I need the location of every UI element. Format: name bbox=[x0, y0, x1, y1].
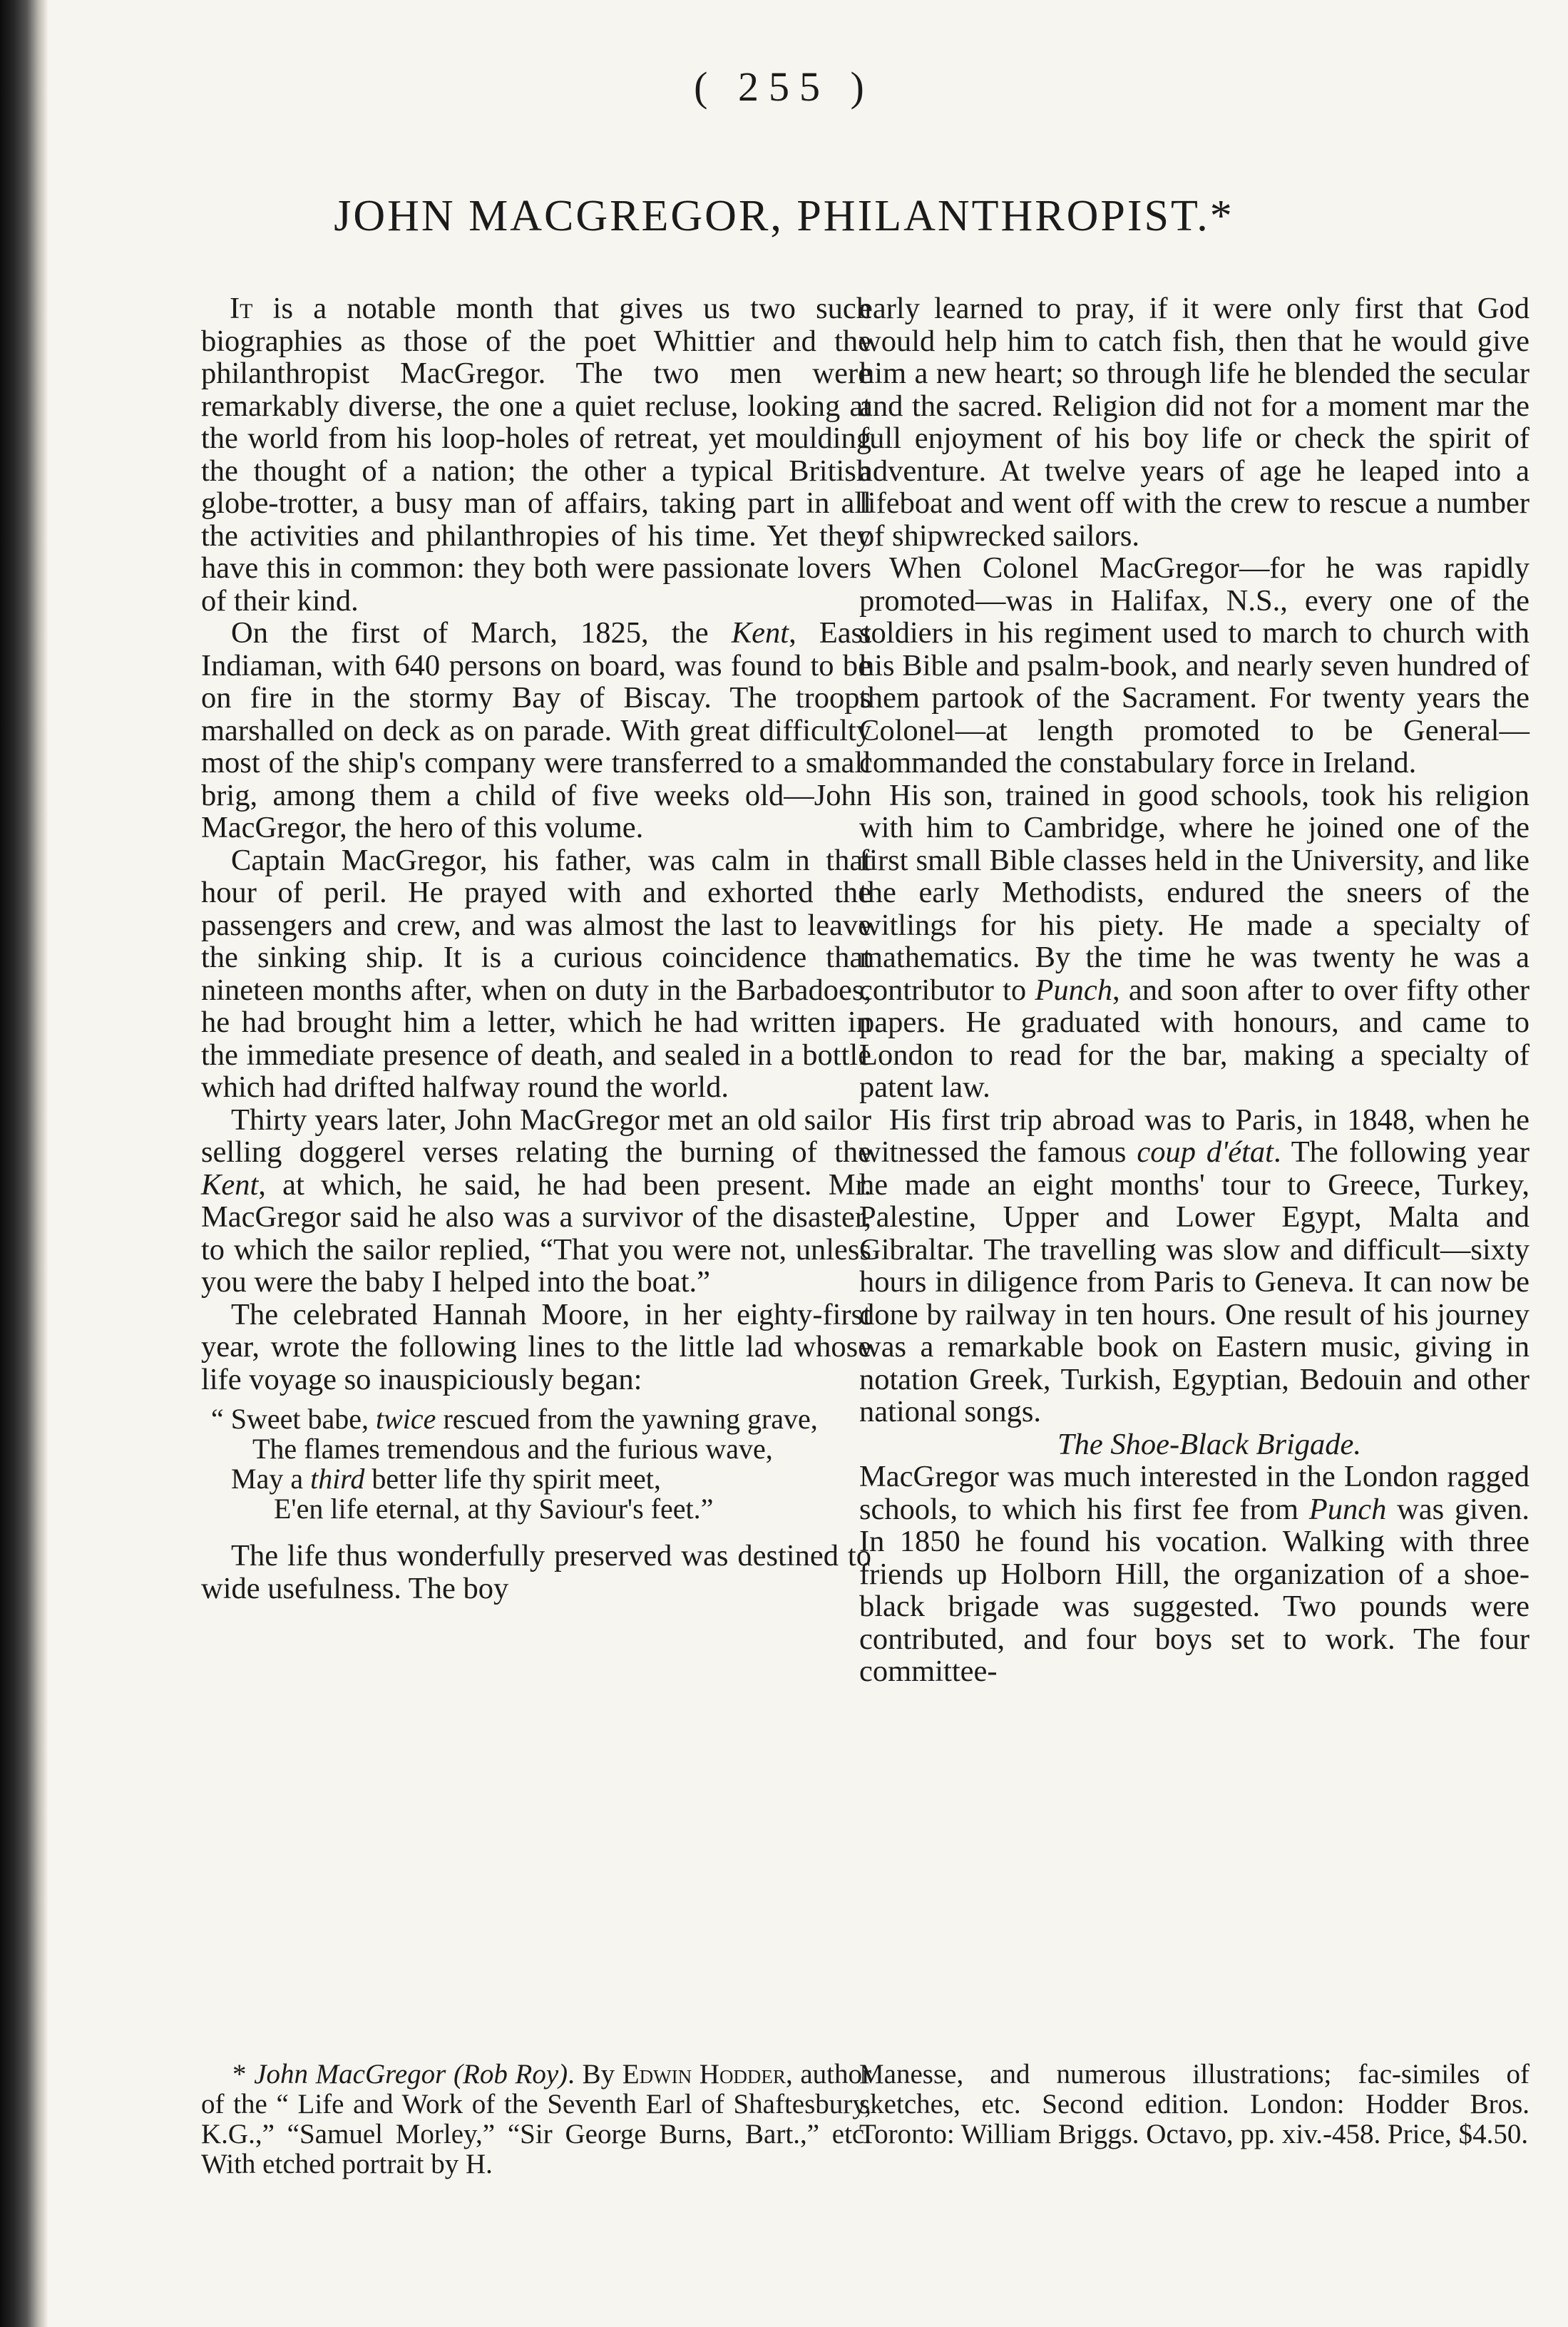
paragraph-kent-fire bbox=[201, 617, 871, 844]
foreign-phrase: coup d'état bbox=[1137, 1135, 1274, 1169]
footnote-text: Manesse, and numerous illustrations; fac-similes of sketches, etc. Second edition. London: Hodder Bros. Toronto: William Briggs. Octavo, pp. xiv.-458. Price, $4.50. bbox=[859, 2059, 1529, 2149]
poem-text: better life thy spirit meet, bbox=[364, 1463, 661, 1495]
page-number: ( 255 ) bbox=[694, 63, 874, 110]
paragraph-text: On the first of March, 1825, the bbox=[231, 616, 732, 650]
poem-line bbox=[201, 1404, 871, 1434]
poem-text: “ Sweet babe, bbox=[211, 1403, 376, 1435]
poem-text: rescued from the yawning grave, bbox=[436, 1403, 818, 1435]
drop-cap: It bbox=[230, 292, 253, 325]
poem-line bbox=[201, 1464, 871, 1494]
paragraph-hannah-moore: The celebrated Hannah Moore, in her eighty-first year, wrote the following lines to the little lad whose life voyage so inauspiciously began: bbox=[201, 1297, 871, 1396]
paragraph-text: His first trip abroad was to Paris, in 1848, when he witnessed the famous bbox=[859, 1103, 1529, 1169]
paragraph-text: , and soon after to over fifty other papers. He graduated with honours, and came to London to read for the bar, making a specialty of patent law. bbox=[859, 973, 1529, 1104]
paragraph-captain: Captain MacGregor, his father, was calm in that hour of peril. He prayed with and exhorted the passengers and crew, and was almost the last to leave the sinking ship. It is a curious coincidence that nineteen months after, when on duty in the Barbadoes, he had brought him a letter, which he had written in the immediate presence of death, and sealed in a bottle which had drifted halfway round the world. bbox=[201, 843, 871, 1104]
poem-emphasis: third bbox=[310, 1463, 365, 1495]
footnote-mark: * bbox=[232, 2059, 255, 2090]
book-title: John MacGregor (Rob Roy) bbox=[254, 2059, 568, 2090]
paragraph-shoe-black bbox=[859, 1461, 1529, 1688]
footnote-text-part: , author of the “ Life and Work of the Seventh Earl of Shaftesbury, K.G.,” “Samuel Morley,” “Sir George Burns, Bart.,” etc. With etched portrait by H. bbox=[201, 2059, 872, 2179]
footnote-right bbox=[859, 2060, 1529, 2149]
paragraph-text: , East Indiaman, with 640 persons on board, was found to be on fire in the stormy Bay of Biscay. The troops marshalled on deck as on parade. With great difficulty most of the ship's company were transferred to a small brig, among them a child of five weeks old—John MacGregor, the hero of this volume. bbox=[201, 616, 871, 844]
poem-text: May a bbox=[231, 1463, 311, 1495]
paragraph-text: was given. In 1850 he found his vocation. Walking with three friends up Holborn Hill, the organization of a shoe-black brigade was suggested. Two pounds were contributed, and four boys set to work. The four committee- bbox=[859, 1492, 1529, 1688]
right-column bbox=[859, 292, 1529, 1688]
paragraph-text: is a notable month that gives us two such biographies as those of the poet Whittier and the philanthropist MacGregor. The two men were remarkably diverse, the one a quiet recluse, looking at the world from his loop-holes of retreat, yet moulding the thought of a nation; the other a typical British globe-trotter, a busy man of affairs, taking part in all the activities and philanthropies of his time. Yet they have this in common: they both were passionate lovers of their kind. bbox=[201, 292, 871, 618]
author-name: Edwin Hodder bbox=[622, 2059, 786, 2090]
paragraph-early-prayer: early learned to pray, if it were only first that God would help him to catch fish, then that he would give him a new heart; so through life he blended the secular and the sacred. Religion did not for a moment mar the full enjoyment of his boy life or check the spirit of adventure. At twelve years of age he leaped into a lifeboat and went off with the crew to rescue a number of shipwrecked sailors. bbox=[859, 292, 1529, 553]
poem-line: E'en life eternal, at thy Saviour's feet.” bbox=[274, 1493, 714, 1525]
paragraph-thirty-years bbox=[201, 1104, 871, 1299]
article-title: JOHN MACGREGOR, PHILANTHROPIST.* bbox=[334, 192, 1234, 240]
left-column bbox=[201, 292, 871, 1605]
footnote-text-part: . By bbox=[568, 2059, 622, 2090]
publication-name: Punch bbox=[1308, 1492, 1387, 1526]
publication-name: Punch bbox=[1035, 973, 1112, 1007]
poem-emphasis: twice bbox=[376, 1403, 436, 1435]
section-subheading: The Shoe-Black Brigade. bbox=[1057, 1427, 1362, 1461]
paragraph-life-preserved: The life thus wonderfully preserved was destined to wide usefulness. The boy bbox=[201, 1539, 871, 1605]
footnote-left bbox=[201, 2060, 871, 2179]
poem bbox=[201, 1404, 871, 1524]
paragraph-paris bbox=[859, 1104, 1529, 1428]
paragraph-text: , at which, he said, he had been present. Mr. MacGregor said he also was a survivor of the disaster, to which the sailor replied, “That you were not, unless you were the baby I helped into the boat.” bbox=[201, 1167, 871, 1299]
paragraph-cambridge bbox=[859, 779, 1529, 1104]
paragraph-text: His son, trained in good schools, took his religion with him to Cambridge, where he joined one of the first small Bible classes held in the University, and like the early Methodists, endured the sneers of the witlings for his piety. He made a specialty of mathematics. By the time he was twenty he was a contributor to bbox=[859, 778, 1529, 1007]
paragraph-text: Thirty years later, John MacGregor met an old sailor selling doggerel verses relating the burning of the bbox=[201, 1103, 871, 1169]
ship-name: Kent bbox=[201, 1167, 259, 1202]
ship-name: Kent bbox=[731, 616, 789, 650]
paragraph-text: . The following year he made an eight months' tour to Greece, Turkey, Palestine, Upper and Lower Egypt, Malta and Gibraltar. The travelling was slow and difficult—sixty hours in diligence from Paris to Geneva. It can now be done by railway in ten hours. One result of his journey was a remarkable book on Eastern music, giving in notation Greek, Turkish, Egyptian, Bedouin and other national songs. bbox=[859, 1135, 1529, 1428]
paragraph-text: MacGregor was much interested in the London ragged schools, to which his first fee from bbox=[859, 1460, 1529, 1526]
paragraph-colonel: When Colonel MacGregor—for he was rapidly promoted—was in Halifax, N.S., every one of the soldiers in his regiment used to march to church with his Bible and psalm-book, and nearly seven hundred of them partook of the Sacrament. For twenty years the Colonel—at length promoted to be General—commanded the constabulary force in Ireland. bbox=[859, 551, 1529, 779]
paragraph-intro bbox=[201, 292, 871, 617]
poem-line: The flames tremendous and the furious wave, bbox=[252, 1433, 773, 1465]
footnote-text bbox=[201, 2060, 871, 2179]
